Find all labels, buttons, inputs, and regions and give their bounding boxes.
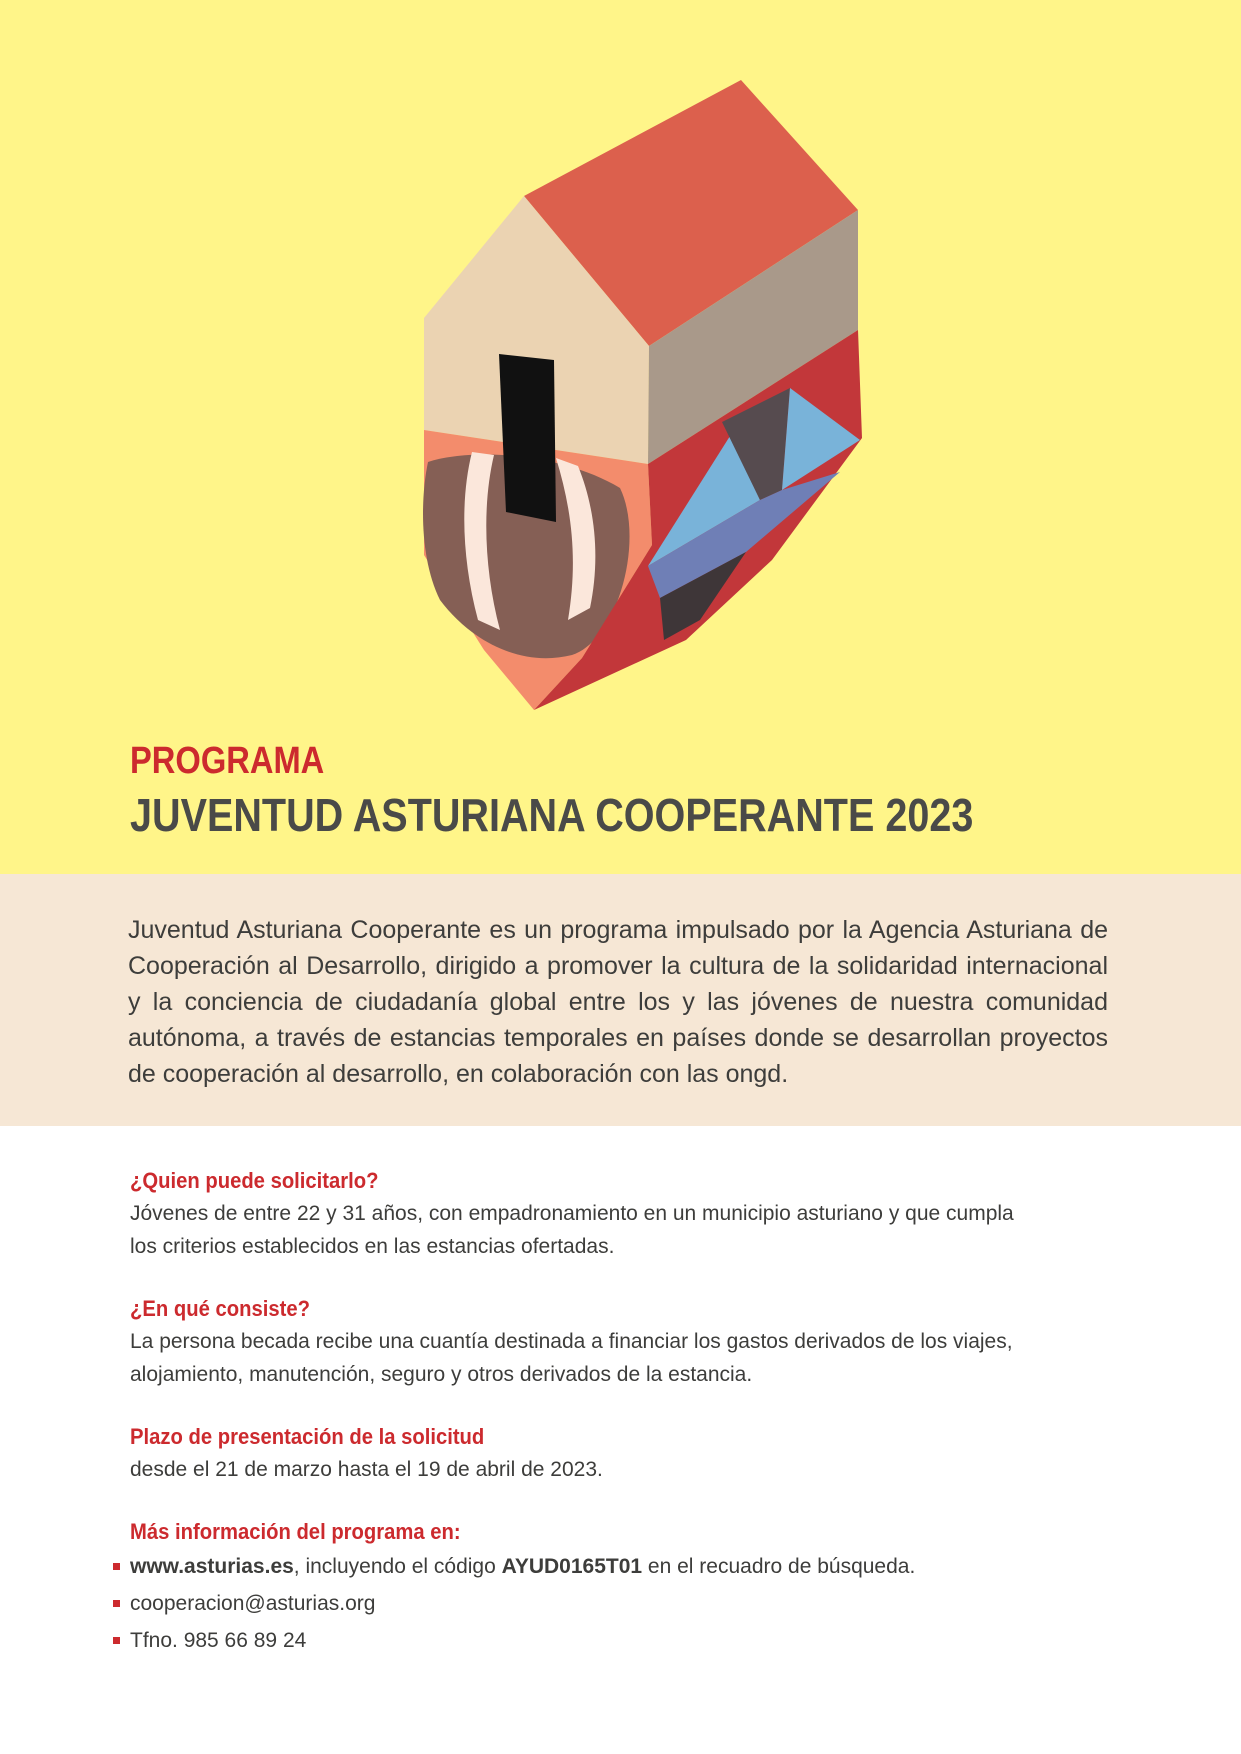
intro-paragraph: Juventud Asturiana Cooperante es un programa impulsado por la Agencia Asturiana de Cooperación al Desarrollo, dirigido a promover la cultura de la solidaridad internacional y la conciencia de ciudadanía global entre los y las jóvenes de nuestra comunidad autónoma, a través de estancias temporales en países donde se desarrollan proyectos de cooperación al desarrollo, en colaboración con las ongd. [128, 916, 1108, 1088]
email-link[interactable]: cooperacion@asturias.org [130, 1592, 376, 1615]
what-text-line1: La persona becada recibe una cuantía destinada a financiar los gastos derivados de los viajes, [130, 1330, 1013, 1353]
info-sections [130, 1165, 1130, 1689]
hero-section [0, 0, 1241, 874]
list-item-web [130, 1548, 1130, 1585]
list-item-email [130, 1585, 1130, 1622]
program-kicker: PROGRAMA [130, 740, 325, 782]
bullet-icon [113, 1637, 120, 1644]
program-title: JUVENTUD ASTURIANA COOPERANTE 2023 [130, 789, 974, 841]
deadline-heading: Plazo de presentación de la solicitud [130, 1424, 485, 1449]
procedure-code: AYUD0165T01 [501, 1555, 643, 1578]
section-deadline [130, 1421, 1130, 1486]
who-text-line1: Jóvenes de entre 22 y 31 años, con empadronamiento en un municipio asturiano y que cumpla [130, 1202, 1014, 1225]
list-item-phone [130, 1622, 1130, 1659]
bullet-icon [113, 1563, 120, 1570]
bullet-icon [113, 1600, 120, 1607]
web-mid-text: , incluyendo el código [293, 1555, 502, 1578]
phone-number: Tfno. 985 66 89 24 [130, 1629, 307, 1652]
who-heading: ¿Quien puede solicitarlo? [130, 1168, 379, 1193]
section-who [130, 1165, 1130, 1263]
section-what [130, 1293, 1130, 1391]
title-block [130, 738, 1111, 842]
door [499, 354, 556, 522]
who-text-line2: los criterios establecidos en las estancias ofertadas. [130, 1235, 615, 1258]
section-more-info [130, 1516, 1130, 1659]
web-link[interactable]: www.asturias.es [130, 1555, 294, 1578]
web-end-text: en el recuadro de búsqueda. [642, 1555, 916, 1578]
contact-list [130, 1548, 1130, 1659]
more-info-heading: Más información del programa en: [130, 1519, 461, 1544]
intro-band [0, 874, 1241, 1126]
deadline-text: desde el 21 de marzo hasta el 19 de abril de 2023. [130, 1458, 603, 1481]
what-heading: ¿En qué consiste? [130, 1296, 310, 1321]
what-text-line2: alojamiento, manutención, seguro y otros derivados de la estancia. [130, 1363, 753, 1386]
